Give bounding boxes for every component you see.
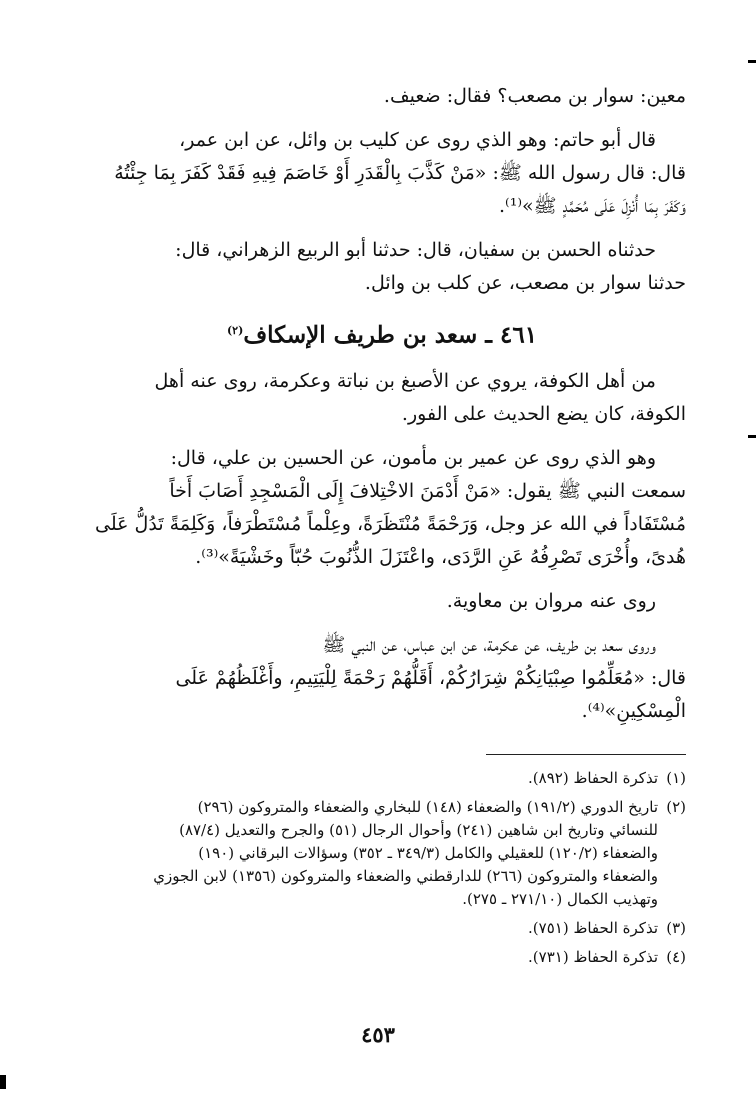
scan-edge-mark-middle <box>748 435 756 438</box>
footnote-line: والضعفاء (١٢٠/٢) للعقيلي والكامل (٣٤٩/٣ ـ ٣٥٢) وسؤالات البرقاني (١٩٠) <box>198 843 658 862</box>
page-number: ٤٥٣ <box>361 1022 395 1047</box>
footnote-line: تذكرة الحفاظ (٧٣١). <box>528 947 658 966</box>
footnote-number: (٣) <box>666 918 686 937</box>
heading-footnote-ref: (٢) <box>226 324 244 337</box>
text-line: قال: قال رسول الله ﷺ: «مَنْ كَذَّبَ بِالْقَدَرِ أَوْ خَاصَمَ فِيهِ فَقَدْ كَفَرَ بِمَا جِئْتُهُ <box>114 162 686 184</box>
footnote-number: (٤) <box>666 947 686 966</box>
text-line: قال أبو حاتم: وهو الذي روى عن كليب بن وائل، عن ابن عمر، <box>179 129 656 151</box>
paragraph-4 <box>78 442 686 574</box>
paragraph-1 <box>78 124 686 223</box>
text-line: قال: «مُعَلِّمُوا صِبْيَانِكُمْ شِرَارُكُمْ، أَقَلُّهُمْ رَحْمَةً لِلْيَتِيمِ، وأَغْلَظُهُمْ عَلَى <box>175 666 686 689</box>
text-line: الْمِسْكِينِ»⁽⁴⁾. <box>581 699 686 722</box>
entry-heading-title: ٤٦١ ـ سعد بن طريف الإسكاف <box>243 321 538 349</box>
footnote-line: تاريخ الدوري (١٩١/٢) والضعفاء (١٤٨) للبخاري والضعفاء والمتروكون (٢٩٦) <box>197 797 658 816</box>
paragraph-5 <box>78 585 686 618</box>
paragraph-2 <box>78 234 686 300</box>
text-line: حدثناه الحسن بن سفيان، قال: حدثنا أبو الربيع الزهراني، قال: <box>175 239 656 261</box>
text-line: معين: سوار بن مصعب؟ فقال: ضعيف. <box>383 85 686 107</box>
footnote-line: للنسائي وتاريخ ابن شاهين (٢٤١) وأحوال الرجال (٥١) والجرح والتعديل (٨٧/٤) <box>179 820 658 839</box>
paragraph-3 <box>78 365 686 431</box>
footnote-2 <box>78 796 686 911</box>
footnote-line: وتهذيب الكمال (٢٧١/١٠ ـ ٢٧٥). <box>462 889 658 908</box>
text-line: وروى سعد بن طريف، عن عكرمة، عن ابن عباس، عن النبي ﷺ <box>322 633 656 656</box>
footnote-1 <box>78 767 686 790</box>
footnote-number: (٢) <box>666 797 686 816</box>
paragraph-top <box>78 80 686 113</box>
text-line: حدثنا سوار بن مصعب، عن كلب بن وائل. <box>364 272 686 294</box>
footnote-number: (١) <box>666 768 686 787</box>
text-line: وَكَفَرَ بِمَا أُنْزِلَ عَلَى مُحَمَّدٍ ﷺ»⁽¹⁾. <box>499 195 686 217</box>
entry-heading <box>78 314 686 353</box>
footnote-line: والضعفاء والمتروكون (٢٦٦) للدارقطني والضعفاء والمتروكون (١٣٥٦) لابن الجوزي <box>153 866 658 885</box>
scan-edge-mark-top <box>748 60 756 63</box>
footnote-divider <box>486 754 686 755</box>
text-line: وهو الذي روى عن عمير بن مأمون، عن الحسين بن علي، قال: <box>170 446 656 469</box>
text-line: الكوفة، كان يضع الحديث على الفور. <box>401 402 686 425</box>
page-body <box>78 80 686 975</box>
text-line: مُسْتَفَاداً في الله عز وجل، وَرَحْمَةً مُنْتَظَرَةً، وعِلْماً مُسْتَطْرَفاً، وَكَلِمَةً تَدُلُّ عَلَى <box>95 512 686 535</box>
text-line: سمعت النبي ﷺ يقول: «مَنْ أَدْمَنَ الاخْتِلافَ إِلَى الْمَسْجِدِ أَصَابَ أَخاً <box>169 479 686 502</box>
text-line: روى عنه مروان بن معاوية. <box>446 589 656 612</box>
footnote-line: تذكرة الحفاظ (٨٩٢). <box>528 768 658 787</box>
footnote-4 <box>78 946 686 969</box>
footnote-line: تذكرة الحفاظ (٧٥١). <box>528 918 658 937</box>
text-line: هُدىً، وأُخْرَى تَصْرِفُهُ عَنِ الرَّدَى، واعْتَزَلَ الذُّنُوبَ حُبّاً وخَشْيَةً»⁽³⁾. <box>195 545 686 568</box>
footnote-3 <box>78 917 686 940</box>
text-line: من أهل الكوفة، يروي عن الأصبغ بن نباتة وعكرمة، روى عنه أهل <box>154 369 656 392</box>
paragraph-6 <box>78 629 686 728</box>
scan-corner-mark <box>0 1075 6 1089</box>
